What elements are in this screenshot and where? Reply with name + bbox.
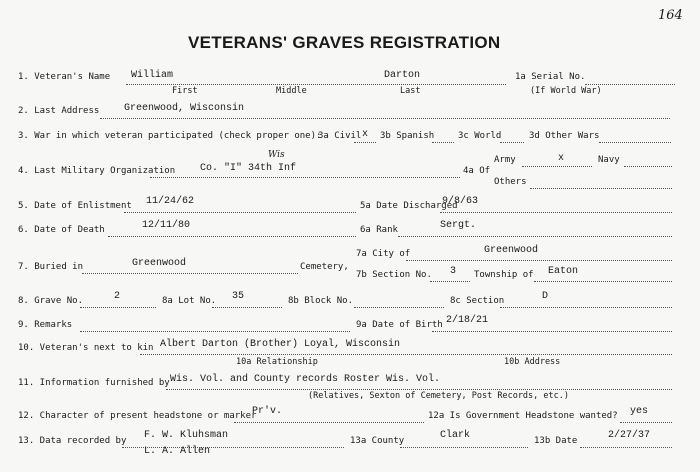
next-of-kin-value: Albert Darton (Brother) Loyal, Wisconsin — [160, 339, 401, 350]
block-label: 8b Block No. — [288, 296, 354, 306]
govt-headstone-value: yes — [630, 406, 649, 417]
section-no-value: 3 — [450, 266, 457, 277]
war-label: 3. War in which veteran participated (check proper one): — [18, 131, 322, 141]
military-org-value: Co. "I" 34th Inf — [200, 163, 297, 174]
serial-label: 1a Serial No. — [515, 72, 586, 82]
war-civil-label: 3a Civil — [318, 131, 362, 141]
buried-label: 7. Buried in — [18, 262, 84, 272]
section-no-label: 7b Section No. — [356, 270, 432, 280]
of-label: 4a Of — [463, 166, 491, 176]
last-address-value: Greenwood, Wisconsin — [124, 103, 245, 114]
govt-headstone-label: 12a Is Government Headstone wanted? — [428, 411, 618, 421]
first-name-value: William — [131, 70, 174, 81]
cemetery-label: Cemetery, — [300, 262, 349, 272]
next-of-kin-label: 10. Veteran's next to kin — [18, 343, 154, 353]
last-caption: Last — [400, 86, 421, 96]
buried-value: Greenwood — [132, 258, 187, 269]
section-value: D — [542, 291, 549, 302]
rank-label: 6a Rank — [360, 225, 398, 235]
enlistment-value: 11/24/62 — [146, 196, 195, 207]
lot-value: 35 — [232, 291, 245, 302]
discharged-value: 9/8/63 — [442, 196, 479, 207]
county-value: Clark — [440, 430, 471, 441]
grave-value: 2 — [114, 291, 121, 302]
discharged-label: 5a Date Discharged — [360, 201, 458, 211]
army-mark: x — [558, 153, 565, 164]
info-furnished-label: 11. Information furnished by — [18, 378, 170, 388]
date-recorded-label: 13b Date — [534, 436, 578, 446]
city-value: Greenwood — [484, 245, 539, 256]
recorded-by-value-2: L. A. Allen — [144, 446, 211, 457]
county-label: 13a County — [350, 436, 405, 446]
veteran-name-label: 1. Veteran's Name — [18, 72, 111, 82]
recorded-by-label: 13. Data recorded by — [18, 436, 127, 446]
headstone-value: Pr'v. — [252, 406, 283, 417]
birth-label: 9a Date of Birth — [356, 320, 443, 330]
enlistment-label: 5. Date of Enlistment — [18, 201, 132, 211]
headstone-label: 12. Character of present headstone or marker — [18, 411, 257, 421]
last-name-value: Darton — [384, 70, 421, 81]
township-label: Township of — [474, 270, 534, 280]
navy-label: Navy — [598, 155, 620, 165]
lot-label: 8a Lot No. — [162, 296, 217, 306]
relationship-caption: 10a Relationship — [236, 357, 318, 367]
serial-caption: (If World War) — [530, 86, 602, 96]
card-title: VETERANS' GRAVES REGISTRATION — [188, 33, 501, 52]
war-civil-mark: x — [362, 129, 369, 140]
date-recorded-value: 2/27/37 — [608, 430, 651, 441]
grave-label: 8. Grave No. — [18, 296, 84, 306]
death-value: 12/11/80 — [142, 220, 191, 231]
recorded-by-value: F. W. Kluhsman — [144, 430, 229, 441]
middle-caption: Middle — [276, 86, 307, 96]
card-number: 164 — [658, 8, 683, 23]
city-label: 7a City of — [356, 249, 411, 259]
address-caption: 10b Address — [504, 357, 561, 367]
first-caption: First — [172, 86, 198, 96]
rank-value: Sergt. — [440, 220, 477, 231]
remarks-label: 9. Remarks — [18, 320, 73, 330]
org-handwritten-note: Wis — [268, 150, 285, 160]
war-spanish-label: 3b Spanish — [380, 131, 435, 141]
army-label: Army — [494, 155, 516, 165]
info-furnished-value: Wis. Vol. and County records Roster Wis. Vol. — [170, 374, 441, 385]
last-address-label: 2. Last Address — [18, 106, 100, 116]
info-furnished-caption: (Relatives, Sexton of Cemetery, Post Records, etc.) — [308, 391, 569, 401]
others-label: Others — [494, 177, 527, 187]
military-org-label: 4. Last Military Organization — [18, 166, 176, 176]
township-value: Eaton — [548, 266, 579, 277]
birth-value: 2/18/21 — [446, 315, 489, 326]
war-world-label: 3c World — [458, 131, 502, 141]
section-label: 8c Section — [450, 296, 505, 306]
death-label: 6. Date of Death — [18, 225, 105, 235]
war-other-label: 3d Other Wars — [529, 131, 600, 141]
